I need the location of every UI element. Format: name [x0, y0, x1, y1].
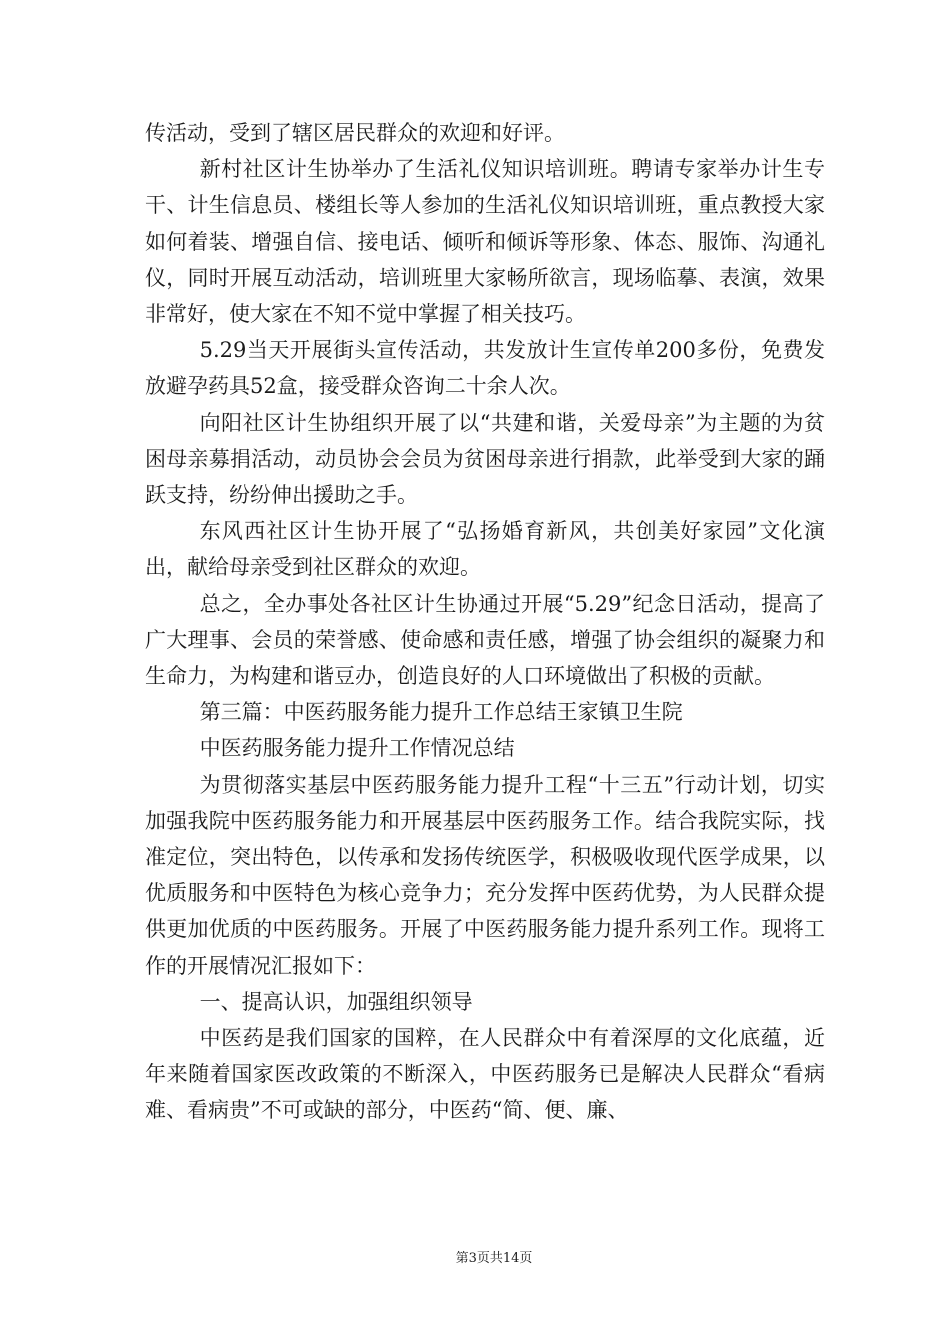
report-title: 中医药服务能力提升工作情况总结 [199, 736, 515, 761]
paragraph-3: 5.29当天开展街头宣传活动，共发放计生宣传单200多份，免费发放避孕药具52盒，接受群众咨询二十余人次。 [145, 338, 825, 399]
page-number-footer: 第3页共14页 [455, 1251, 533, 1266]
paragraph-2: 新村社区计生协举办了生活礼仪知识培训班。聘请专家举办计生专干、计生信息员、楼组长等人参加的生活礼仪知识培训班，重点教授大家如何着装、增强自信、接电话、倾听和倾诉等形象、体态、服饰、沟通礼仪，同时开展互动活动，培训班里大家畅所欲言，现场临摹、表演，效果非常好，使大家在不知不觉中掌握了相关技巧。 [145, 157, 825, 327]
subsection-heading: 一、提高认识，加强组织领导 [199, 989, 473, 1014]
section-heading: 第三篇：中医药服务能力提升工作总结王家镇卫生院 [199, 700, 683, 725]
paragraph-4: 向阳社区计生协组织开展了以“共建和谐，关爱母亲”为主题的为贫困母亲募捐活动，动员协会会员为贫困母亲进行捐款，此举受到大家的踊跃支持，纷纷伸出援助之手。 [145, 410, 825, 508]
paragraph-last: 中医药是我们国家的国粹，在人民群众中有着深厚的文化底蕴，近年来随着国家医改政策的不断深入，中医药服务已是解决人民群众“看病难、看病贵”不可或缺的部分，中医药“简、便、廉、 [145, 1026, 825, 1123]
paragraph-intro: 为贯彻落实基层中医药服务能力提升工程“十三五”行动计划，切实加强我院中医药服务能力和开展基层中医药服务工作。结合我院实际，找准定位，突出特色，以传承和发扬传统医学，积极吸收现代医学成果，以优质服务和中医特色为核心竞争力；充分发挥中医药优势，为人民群众提供更加优质的中医药服务。开展了中医药服务能力提升系列工作。现将工作的开展情况汇报如下： [145, 772, 825, 978]
paragraph-5: 东风西社区计生协开展了“弘扬婚育新风，共创美好家园”文化演出，献给母亲受到社区群众的欢迎。 [145, 519, 825, 580]
paragraph-6: 总之，全办事处各社区计生协通过开展“5.29”纪念日活动，提高了广大理事、会员的荣誉感、使命感和责任感，增强了协会组织的凝聚力和生命力，为构建和谐豆办，创造良好的人口环境做出了积极的贡献。 [145, 591, 825, 689]
paragraph-1: 传活动，受到了辖区居民群众的欢迎和好评。 [145, 121, 565, 145]
document-body [145, 115, 825, 1129]
